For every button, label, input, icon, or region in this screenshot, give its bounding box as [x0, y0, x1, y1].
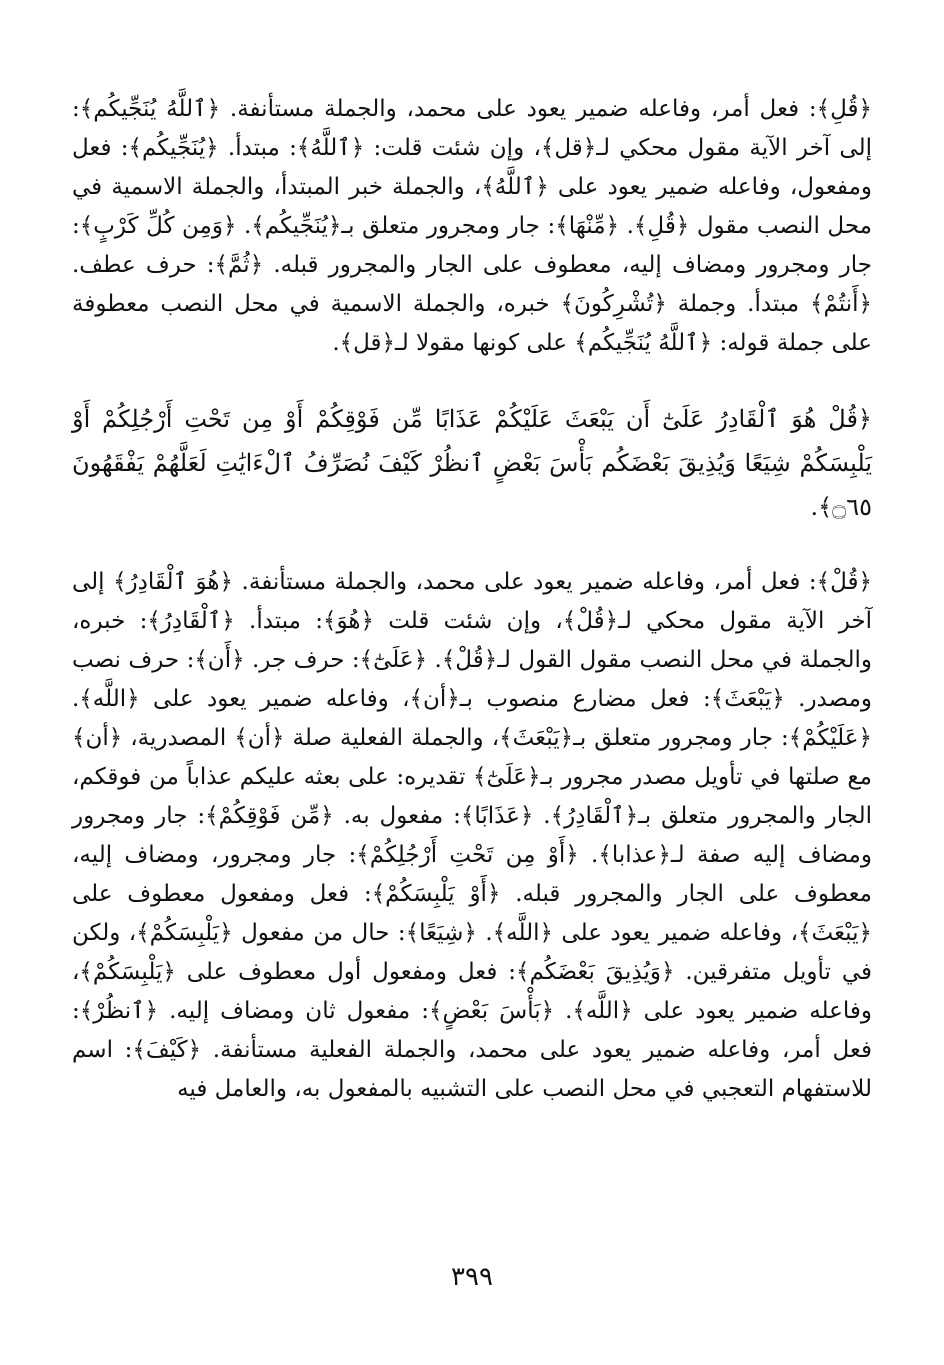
page-body — [72, 90, 872, 1109]
paragraph-gap — [72, 363, 872, 397]
quran-verse: ﴿قُلْ هُوَ ٱلْقَادِرُ عَلَىٰٓ أَن يَبْعَثَ عَلَيْكُمْ عَذَابًا مِّن فَوْقِكُمْ أَوْ مِن تَحْتِ أَرْجُلِكُمْ أَوْ يَلْبِسَكُمْ شِيَعًا وَيُذِيقَ بَعْضَكُم بَأْسَ بَعْضٍ ٱنظُرْ كَيْفَ نُصَرِّفُ ٱلْءَايَٰتِ لَعَلَّهُمْ يَفْقَهُونَ ۝٦٥﴾. — [72, 405, 872, 521]
paragraph-1: ﴿قُلِ﴾: فعل أمر، وفاعله ضمير يعود على محمد، والجملة مستأنفة. ﴿ٱللَّهُ يُنَجِّيكُم﴾: إلى آخر الآية مقول محكي لـ﴿قل﴾، وإن شئت قلت: ﴿ٱللَّهُ﴾: مبتدأ. ﴿يُنَجِّيكُم﴾: فعل ومفعول، وفاعله ضمير يعود على ﴿ٱللَّهُ﴾، والجملة خبر المبتدأ، والجملة الاسمية في محل النصب مقول ﴿قُلِ﴾. ﴿مِّنْهَا﴾: جار ومجرور متعلق بـ﴿يُنَجِّيكُم﴾. ﴿وَمِن كُلِّ كَرْبٍ﴾: جار ومجرور ومضاف إليه، معطوف على الجار والمجرور قبله. ﴿ثُمَّ﴾: حرف عطف. ﴿أَنتُمْ﴾ مبتدأ. وجملة ﴿تُشْرِكُونَ﴾ خبره، والجملة الاسمية في محل النصب معطوفة على جملة قوله: ﴿ٱللَّهُ يُنَجِّيكُم﴾ على كونها مقولا لـ﴿قل﴾. — [72, 96, 872, 356]
page-number: ٣٩٩ — [451, 1262, 493, 1292]
paragraph-2: ﴿قُلْ﴾: فعل أمر، وفاعله ضمير يعود على محمد، والجملة مستأنفة. ﴿هُوَ ٱلْقَادِرُ﴾ إلى آخر الآية مقول محكي لـ﴿قُلْ﴾، وإن شئت قلت ﴿هُوَ﴾: مبتدأ. ﴿ٱلْقَادِرُ﴾: خبره، والجملة في محل النصب مقول القول لـ﴿قُلْ﴾. ﴿عَلَىٰٓ﴾: حرف جر. ﴿أَن﴾: حرف نصب ومصدر. ﴿يَبْعَثَ﴾: فعل مضارع منصوب بـ﴿أن﴾، وفاعله ضمير يعود على ﴿اللَّه﴾. ﴿عَلَيْكُمْ﴾: جار ومجرور متعلق بـ﴿يَبْعَثَ﴾، والجملة الفعلية صلة ﴿أن﴾ المصدرية، ﴿أن﴾ مع صلتها في تأويل مصدر مجرور بـ﴿عَلَىٰٓ﴾ تقديره: على بعثه عليكم عذاباً من فوقكم، الجار والمجرور متعلق بـ﴿ٱلْقَادِرُ﴾. ﴿عَذَابًا﴾: مفعول به. ﴿مِّن فَوْقِكُمْ﴾: جار ومجرور ومضاف إليه صفة لـ﴿عذابا﴾. ﴿أَوْ مِن تَحْتِ أَرْجُلِكُمْ﴾: جار ومجرور، ومضاف إليه، معطوف على الجار والمجرور قبله. ﴿أَوْ يَلْبِسَكُمْ﴾: فعل ومفعول معطوف على ﴿يَبْعَثَ﴾، وفاعله ضمير يعود على ﴿اللَّه﴾. ﴿شِيَعًا﴾: حال من مفعول ﴿يَلْبِسَكُمْ﴾، ولكن في تأويل متفرقين. ﴿وَيُذِيقَ بَعْضَكُم﴾: فعل ومفعول أول معطوف على ﴿يَلْبِسَكُمْ﴾، وفاعله ضمير يعود على ﴿اللَّه﴾. ﴿بَأْسَ بَعْضٍ﴾: مفعول ثان ومضاف إليه. ﴿ٱنظُرْ﴾: فعل أمر، وفاعله ضمير يعود على محمد، والجملة الفعلية مستأنفة. ﴿كَيْفَ﴾: اسم للاستفهام التعجبي في محل النصب على التشبيه بالمفعول به، والعامل فيه — [72, 569, 872, 1102]
paragraph-gap — [72, 529, 872, 563]
